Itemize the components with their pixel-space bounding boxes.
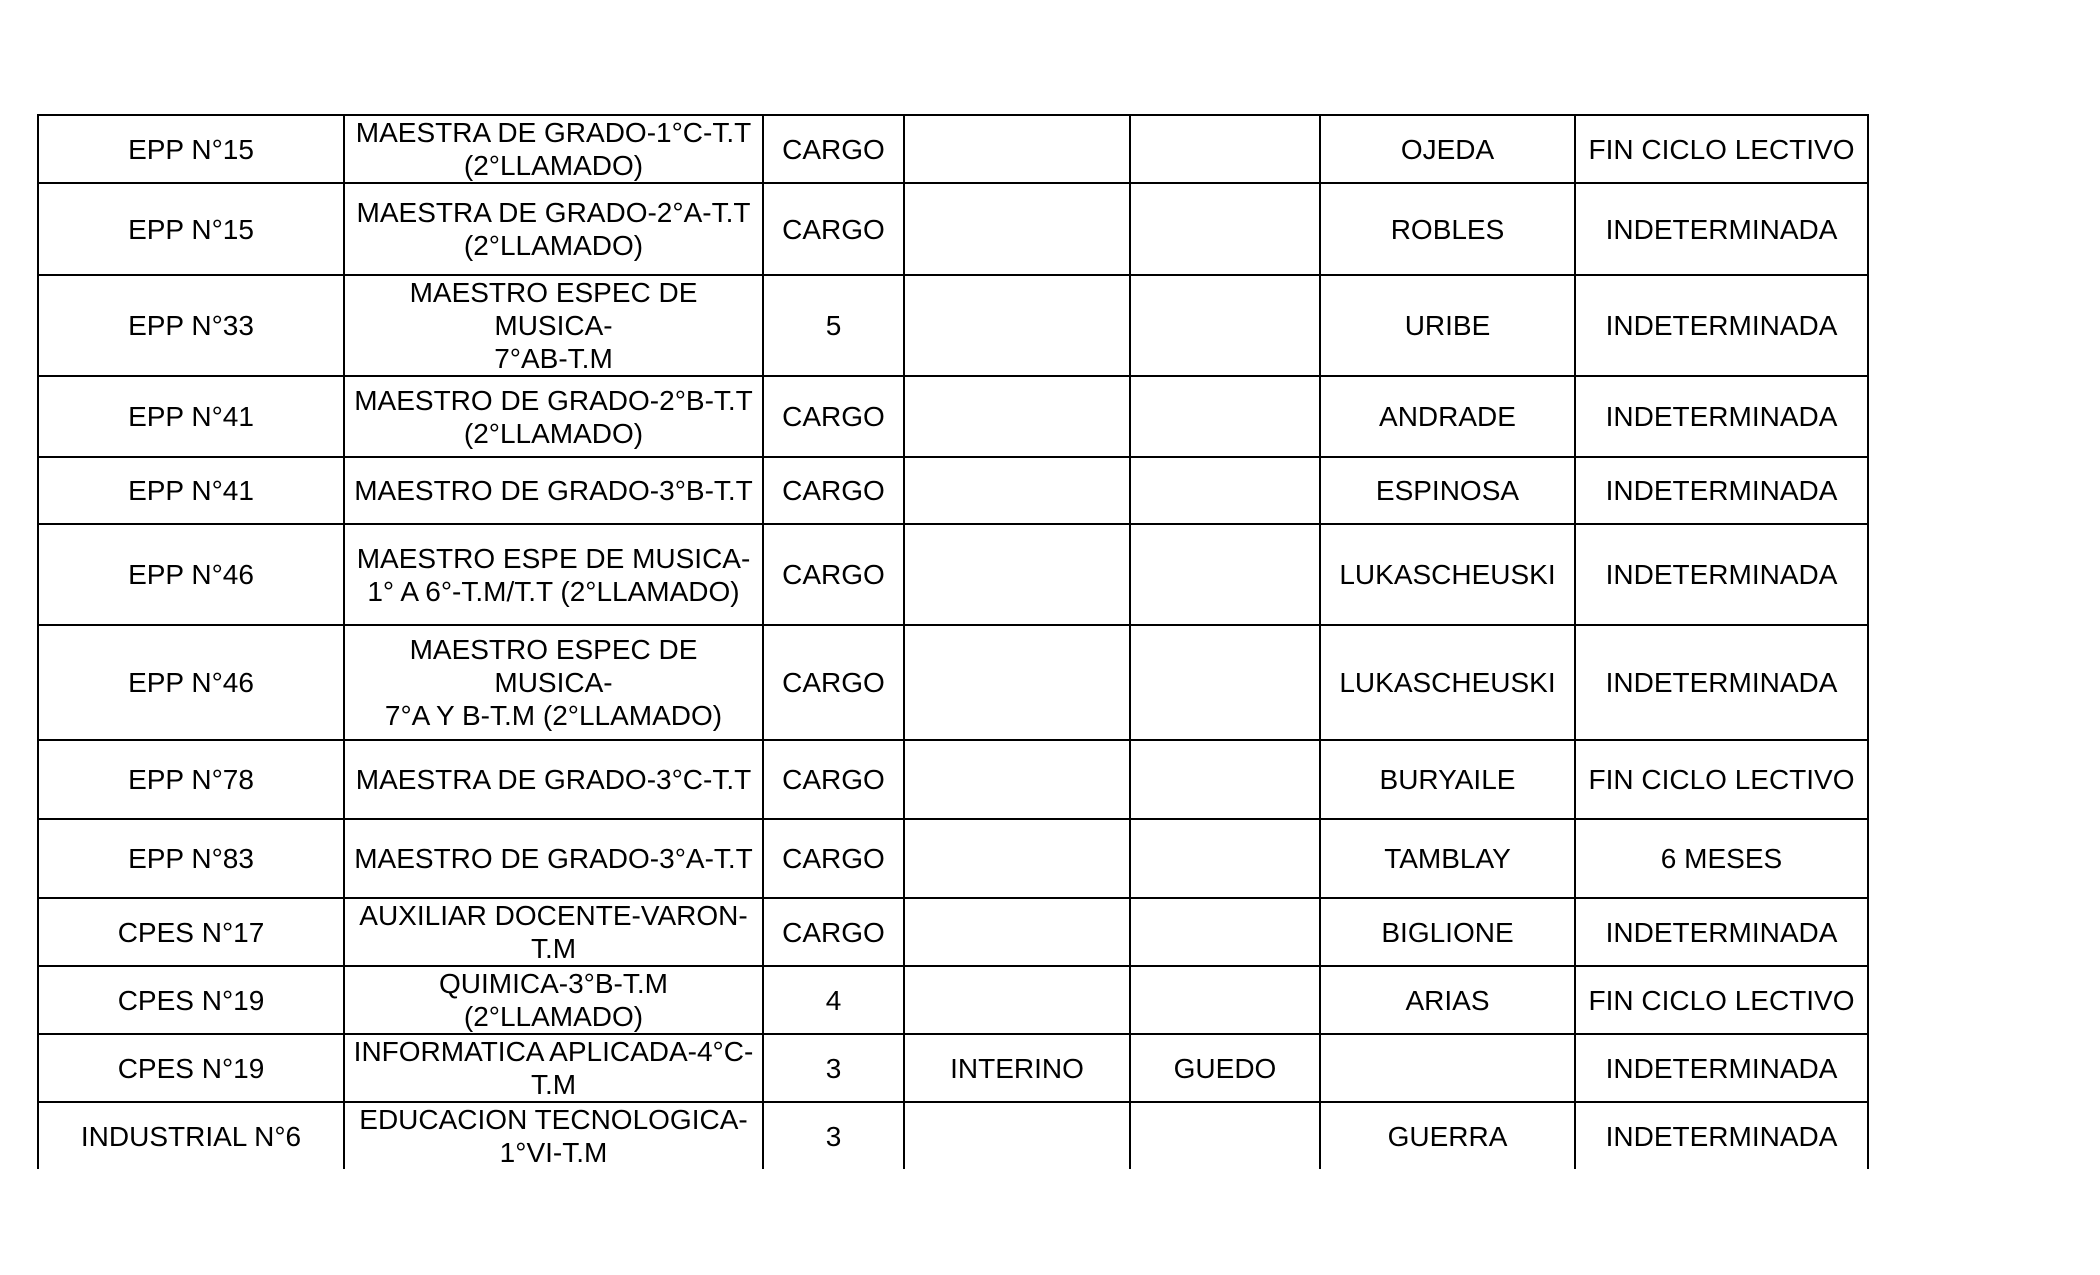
position-line: EDUCACION TECNOLOGICA- <box>359 1104 748 1135</box>
position-line: (2°LLAMADO) <box>463 1001 644 1032</box>
table-row <box>38 524 1868 625</box>
status-cell <box>904 625 1130 740</box>
status-cell <box>904 740 1130 819</box>
holder-cell <box>1130 524 1320 625</box>
hours-cell: CARGO <box>763 115 904 183</box>
table-row <box>38 183 1868 275</box>
replaces-cell: LUKASCHEUSKI <box>1320 625 1575 740</box>
holder-cell <box>1130 457 1320 524</box>
position-line: 7°A Y B-T.M (2°LLAMADO) <box>384 700 723 731</box>
duration-cell: INDETERMINADA <box>1575 524 1868 625</box>
replaces-cell: BIGLIONE <box>1320 898 1575 966</box>
position-line: 1°VI-T.M <box>499 1137 608 1168</box>
position-line: MAESTRO ESPEC DE MUSICA- <box>409 277 698 341</box>
position-cell <box>344 524 763 625</box>
replaces-cell: BURYAILE <box>1320 740 1575 819</box>
school-cell: EPP N°46 <box>38 524 344 625</box>
hours-cell: CARGO <box>763 524 904 625</box>
replaces-cell: ROBLES <box>1320 183 1575 275</box>
holder-cell <box>1130 966 1320 1034</box>
hours-cell: 3 <box>763 1102 904 1169</box>
status-cell <box>904 275 1130 376</box>
table-row <box>38 1102 1868 1169</box>
table-row <box>38 966 1868 1034</box>
replaces-cell: TAMBLAY <box>1320 819 1575 898</box>
position-line: INFORMATICA APLICADA-4°C- <box>353 1036 754 1067</box>
holder-cell <box>1130 183 1320 275</box>
status-cell <box>904 819 1130 898</box>
school-cell: EPP N°46 <box>38 625 344 740</box>
table-row <box>38 457 1868 524</box>
hours-cell: 4 <box>763 966 904 1034</box>
replaces-cell: ANDRADE <box>1320 376 1575 457</box>
holder-cell <box>1130 819 1320 898</box>
position-line: (2°LLAMADO) <box>463 417 644 449</box>
status-cell <box>904 183 1130 275</box>
position-cell <box>344 376 763 457</box>
position-line: MAESTRO DE GRADO-2°B-T.T <box>354 384 753 416</box>
table-row <box>38 819 1868 898</box>
table-row <box>38 376 1868 457</box>
duration-cell: INDETERMINADA <box>1575 183 1868 275</box>
position-line: MAESTRO DE GRADO-3°A-T.T <box>354 843 753 874</box>
hours-cell: CARGO <box>763 819 904 898</box>
duration-cell: INDETERMINADA <box>1575 457 1868 524</box>
holder-cell <box>1130 740 1320 819</box>
position-line: MAESTRA DE GRADO-1°C-T.T <box>355 117 752 148</box>
duration-cell: FIN CICLO LECTIVO <box>1575 115 1868 183</box>
position-line: (2°LLAMADO) <box>463 150 644 181</box>
duration-cell: INDETERMINADA <box>1575 625 1868 740</box>
hours-cell: CARGO <box>763 898 904 966</box>
position-line: AUXILIAR DOCENTE-VARON- <box>359 900 748 931</box>
vacancy-table-body <box>38 115 1868 1169</box>
hours-cell: 3 <box>763 1034 904 1102</box>
replaces-cell: URIBE <box>1320 275 1575 376</box>
status-cell <box>904 524 1130 625</box>
duration-cell: INDETERMINADA <box>1575 1034 1868 1102</box>
school-cell: CPES N°17 <box>38 898 344 966</box>
position-cell <box>344 898 763 966</box>
duration-cell: INDETERMINADA <box>1575 1102 1868 1169</box>
table-row <box>38 1034 1868 1102</box>
school-cell: EPP N°15 <box>38 115 344 183</box>
duration-cell: FIN CICLO LECTIVO <box>1575 740 1868 819</box>
status-cell: INTERINO <box>904 1034 1130 1102</box>
position-line: MAESTRA DE GRADO-2°A-T.T <box>356 197 751 228</box>
duration-cell: 6 MESES <box>1575 819 1868 898</box>
position-line: T.M <box>530 933 577 964</box>
position-cell <box>344 457 763 524</box>
position-line: 1° A 6°-T.M/T.T (2°LLAMADO) <box>367 575 740 607</box>
position-line: 7°AB-T.M <box>494 343 613 374</box>
position-cell <box>344 625 763 740</box>
school-cell: EPP N°83 <box>38 819 344 898</box>
table-row <box>38 898 1868 966</box>
duration-cell: FIN CICLO LECTIVO <box>1575 966 1868 1034</box>
position-line: (2°LLAMADO) <box>463 230 644 261</box>
school-cell: CPES N°19 <box>38 1034 344 1102</box>
holder-cell <box>1130 275 1320 376</box>
status-cell <box>904 1102 1130 1169</box>
holder-cell <box>1130 898 1320 966</box>
hours-cell: CARGO <box>763 457 904 524</box>
replaces-cell: GUERRA <box>1320 1102 1575 1169</box>
hours-cell: 5 <box>763 275 904 376</box>
school-cell: CPES N°19 <box>38 966 344 1034</box>
position-cell <box>344 819 763 898</box>
vacancy-table <box>37 114 1869 1169</box>
table-row <box>38 625 1868 740</box>
position-line: T.M <box>530 1069 577 1100</box>
duration-cell: INDETERMINADA <box>1575 376 1868 457</box>
duration-cell: INDETERMINADA <box>1575 898 1868 966</box>
position-line: MAESTRO ESPEC DE MUSICA- <box>409 634 698 698</box>
table-row <box>38 275 1868 376</box>
holder-cell <box>1130 115 1320 183</box>
status-cell <box>904 115 1130 183</box>
status-cell <box>904 457 1130 524</box>
status-cell <box>904 898 1130 966</box>
holder-cell <box>1130 625 1320 740</box>
school-cell: EPP N°33 <box>38 275 344 376</box>
position-cell <box>344 1034 763 1102</box>
school-cell: EPP N°41 <box>38 457 344 524</box>
position-cell <box>344 966 763 1034</box>
holder-cell <box>1130 1102 1320 1169</box>
hours-cell: CARGO <box>763 740 904 819</box>
replaces-cell: ESPINOSA <box>1320 457 1575 524</box>
table-row <box>38 115 1868 183</box>
holder-cell: GUEDO <box>1130 1034 1320 1102</box>
hours-cell: CARGO <box>763 376 904 457</box>
school-cell: EPP N°41 <box>38 376 344 457</box>
school-cell: EPP N°78 <box>38 740 344 819</box>
replaces-cell: OJEDA <box>1320 115 1575 183</box>
position-line: MAESTRO ESPE DE MUSICA- <box>356 542 751 574</box>
status-cell <box>904 376 1130 457</box>
position-line: QUIMICA-3°B-T.M <box>439 968 668 999</box>
duration-cell: INDETERMINADA <box>1575 275 1868 376</box>
position-line: MAESTRO DE GRADO-3°B-T.T <box>354 475 753 506</box>
position-cell <box>344 275 763 376</box>
position-cell <box>344 183 763 275</box>
table-row <box>38 740 1868 819</box>
hours-cell: CARGO <box>763 183 904 275</box>
school-cell: INDUSTRIAL N°6 <box>38 1102 344 1169</box>
replaces-cell <box>1320 1034 1575 1102</box>
position-cell <box>344 115 763 183</box>
status-cell <box>904 966 1130 1034</box>
replaces-cell: ARIAS <box>1320 966 1575 1034</box>
hours-cell: CARGO <box>763 625 904 740</box>
position-cell <box>344 1102 763 1169</box>
holder-cell <box>1130 376 1320 457</box>
position-line: MAESTRA DE GRADO-3°C-T.T <box>355 764 752 795</box>
replaces-cell: LUKASCHEUSKI <box>1320 524 1575 625</box>
position-cell <box>344 740 763 819</box>
school-cell: EPP N°15 <box>38 183 344 275</box>
